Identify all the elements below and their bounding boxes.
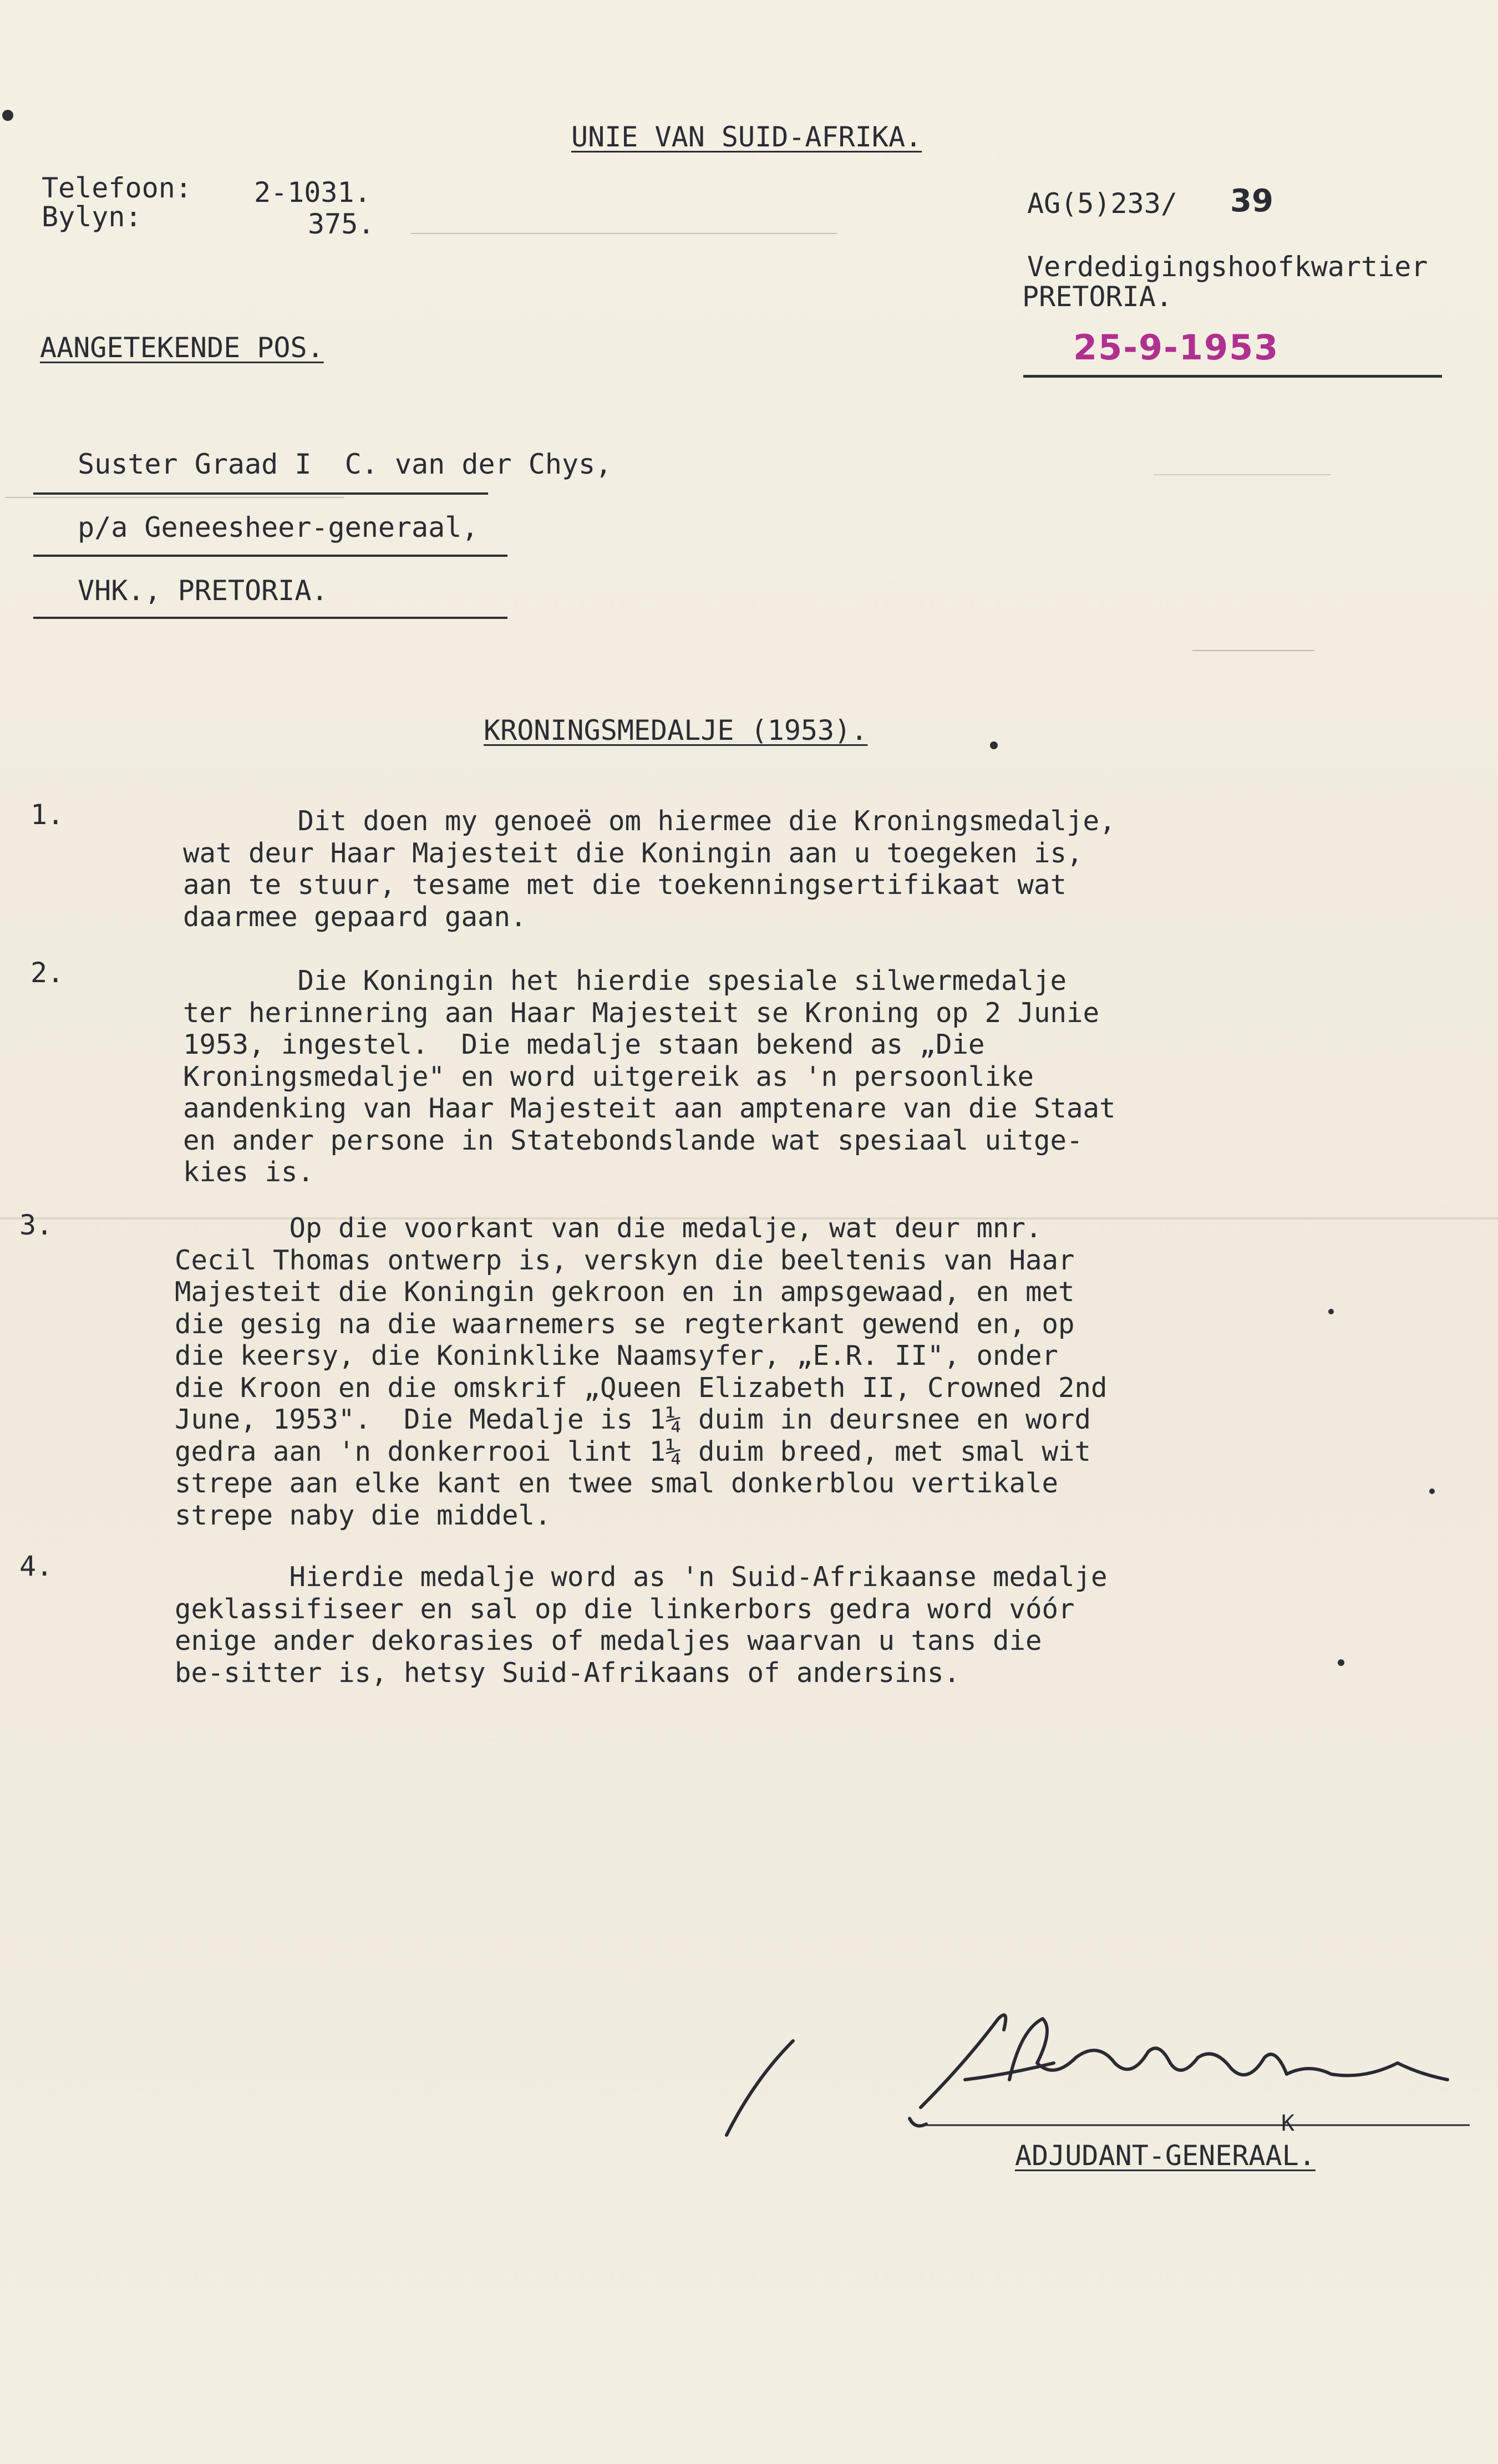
reference-number: 39 (1230, 183, 1273, 219)
paragraph-text: Die Koningin het hierdie spesiale silwermedalje ter herinnering aan Haar Majesteit se Kroning op 2 Junie 1953, ingestel. Die medalje staan bekend as „Die Kroningsmedalje" en word uitgereik as 'n persoonlike aandenking van Haar Majesteit aan amptenare van die Staat en ander persone in Statebondslande wat spesiaal uitge- kies is. (183, 965, 1116, 1188)
margin-dotted-line (1154, 474, 1331, 475)
addressee-line-1: Suster Graad I C. van der Chys, (78, 448, 612, 480)
addressee-rule-2 (33, 555, 507, 557)
paragraph-text: Op die voorkant van die medalje, wat deur mnr. Cecil Thomas ontwerp is, verskyn die beeltenis van Haar Majesteit die Koningin gekroon en in ampsgewaad, en met die gesig na die waarnemers se regterkant gewend en, op die keersy, die Koninklike Naamsyfer, „E.R. II", onder die Kroon en die omskrif „Queen Elizabeth II, Crowned 2nd June, 1953". Die Medalje is 1¼ duim in deursnee en word gedra aan 'n donkerrooi lint 1¼ duim breed, met smal wit strepe aan elke kant en twee smal donkerblou vertikale strepe naby die middel. (175, 1212, 1108, 1531)
margin-dot (2, 110, 13, 121)
date-stamp-rule (1023, 375, 1442, 378)
addressee-dotted-1 (6, 497, 344, 498)
header-dotted-line (410, 233, 837, 234)
paragraph-number: 4. (19, 1550, 53, 1582)
signature-title: ADJUDANT-GENERAAL. (1015, 2140, 1316, 2172)
office-name: Verdedigingshoofkwartier (1027, 251, 1428, 283)
subject-heading: KRONINGSMEDALJE (1953). (484, 714, 868, 746)
paragraph-number: 1. (31, 799, 64, 831)
margin-dot (1429, 1488, 1435, 1494)
paragraph-number: 3. (19, 1209, 53, 1241)
addressee-line-2: p/a Geneesheer-generaal, (78, 511, 479, 543)
registered-post-label: AANGETEKENDE POS. (40, 332, 324, 364)
margin-dot (1338, 1659, 1344, 1666)
paragraph-number: 2. (31, 957, 64, 989)
addressee-line-3: VHK., PRETORIA. (78, 575, 328, 607)
telephone-value: 2-1031. (254, 176, 371, 209)
paragraph-text: Hierdie medalje word as 'n Suid-Afrikaanse medalje geklassifiseer en sal op die linkerbors gedra word vóór enige ander dekorasies of medaljes waarvan u tans die be-sitter is, hetsy Suid-Afrikaans of andersins. (175, 1561, 1108, 1689)
ink-dot (990, 741, 998, 749)
handwritten-signature (710, 1996, 1497, 2163)
extension-value: 375. (308, 208, 375, 240)
letterhead-title: UNIE VAN SUID-AFRIKA. (571, 121, 922, 153)
signature-initials: K (1281, 2111, 1295, 2136)
margin-dot (1328, 1309, 1334, 1314)
reference-prefix: AG(5)233/ (1027, 187, 1177, 220)
paragraph-text: Dit doen my genoeë om hiermee die Kroningsmedalje, wat deur Haar Majesteit die Koningin aan u toegeken is, aan te stuur, tesame met die toekenningsertifikaat wat daarmee gepaard gaan. (183, 805, 1116, 933)
office-city: PRETORIA. (1022, 281, 1172, 313)
telephone-label: Telefoon: (42, 172, 192, 204)
margin-rule (1192, 650, 1314, 651)
date-stamp: 25-9-1953 (1073, 327, 1279, 368)
extension-label: Bylyn: (42, 201, 142, 233)
addressee-rule-1 (33, 492, 488, 495)
addressee-rule-3 (33, 617, 507, 619)
